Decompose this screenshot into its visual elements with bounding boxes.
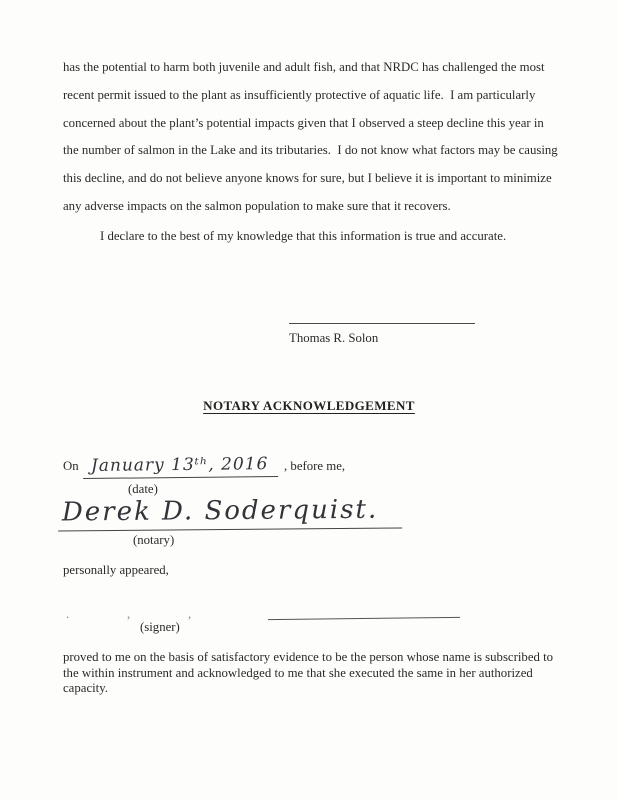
body-line: has the potential to harm both juvenile and adult fish, and that NRDC has challenged the most xyxy=(63,60,545,74)
body-line: the number of salmon in the Lake and its tributaries. I do not know what factors may be causing xyxy=(63,143,558,157)
date-line xyxy=(63,455,345,478)
signature-rule xyxy=(289,323,475,324)
signature-name: Thomas R. Solon xyxy=(289,331,379,345)
signer-rule xyxy=(268,617,460,620)
notary-heading: NOTARY ACKNOWLEDGEMENT xyxy=(203,398,415,413)
date-prefix: On xyxy=(63,459,79,473)
signer-marks: . , , xyxy=(66,606,192,621)
closing-line: the within instrument and acknowledged to me that she executed the same in her authorized xyxy=(63,665,533,680)
handwritten-date: January 13ᵗʰ, 2016 xyxy=(83,454,279,479)
declaration-text: I declare to the best of my knowledge that this information is true and accurate. xyxy=(100,229,507,243)
body-line: concerned about the plant’s potential impacts given that I observed a steep decline this year in xyxy=(63,116,544,130)
date-label: (date) xyxy=(128,482,158,496)
closing-line: proved to me on the basis of satisfactory evidence to be the person whose name is subscribed to xyxy=(63,650,554,664)
closing-line: capacity. xyxy=(63,681,108,695)
body-line: recent permit issued to the plant as insufficiently protective of aquatic life. I am particularly xyxy=(63,88,536,102)
notary-label: (notary) xyxy=(133,533,175,547)
body-line: this decline, and do not believe anyone knows for sure, but I believe it is important to minimize xyxy=(63,171,552,185)
signer-label: (signer) xyxy=(140,620,180,634)
handwritten-notary-name: Derek D. Soderquist. xyxy=(58,494,402,531)
appeared-text: personally appeared, xyxy=(63,563,169,577)
date-suffix: , before me, xyxy=(284,459,346,473)
body-line: any adverse impacts on the salmon population to make sure that it recovers. xyxy=(63,199,451,213)
